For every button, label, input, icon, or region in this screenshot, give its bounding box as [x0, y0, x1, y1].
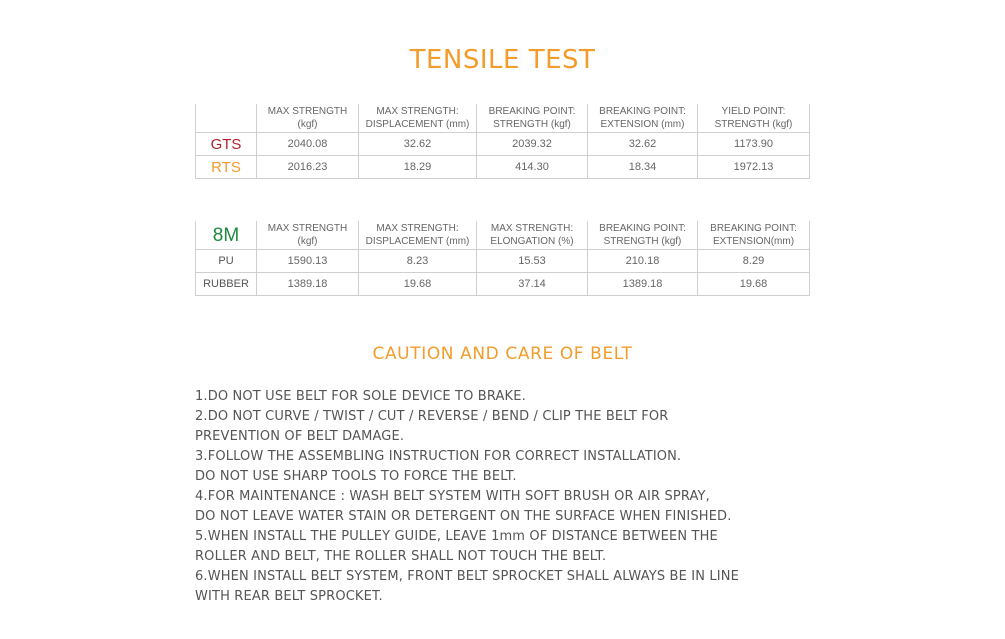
table-cell: 2040.08: [257, 133, 359, 156]
table-label-8m: 8M: [196, 221, 257, 250]
table-cell: 2016.23: [257, 156, 359, 179]
list-item-line: 6.WHEN INSTALL BELT SYSTEM, FRONT BELT SPROCKET SHALL ALWAYS BE IN LINE: [195, 569, 739, 584]
list-item: [195, 387, 895, 407]
row-label-rubber: RUBBER: [196, 273, 257, 296]
list-item: [195, 527, 895, 567]
table-header-row: [196, 221, 810, 250]
column-header: BREAKING POINT: EXTENSION (mm): [588, 104, 698, 133]
column-header: MAX STRENGTH: ELONGATION (%): [477, 221, 588, 250]
table-cell: 1590.13: [257, 250, 359, 273]
table-cell: 210.18: [588, 250, 698, 273]
list-item: [195, 567, 895, 607]
column-header: BREAKING POINT: STRENGTH (kgf): [477, 104, 588, 133]
column-header: MAX STRENGTH (kgf): [257, 221, 359, 250]
column-header: MAX STRENGTH: DISPLACEMENT (mm): [359, 104, 477, 133]
table-cell: 19.68: [698, 273, 810, 296]
table-cell: 32.62: [359, 133, 477, 156]
table-row: [196, 250, 810, 273]
table-cell: 8.23: [359, 250, 477, 273]
table-cell: 37.14: [477, 273, 588, 296]
table-header-row: [196, 104, 810, 133]
list-item-line: PREVENTION OF BELT DAMAGE.: [195, 429, 405, 444]
column-header: MAX STRENGTH: DISPLACEMENT (mm): [359, 221, 477, 250]
table-cell: 15.53: [477, 250, 588, 273]
table-cell: 32.62: [588, 133, 698, 156]
caution-list: [195, 387, 895, 607]
table-cell: 1389.18: [588, 273, 698, 296]
table-cell: 1972.13: [698, 156, 810, 179]
list-item-line: ROLLER AND BELT, THE ROLLER SHALL NOT TOUCH THE BELT.: [195, 549, 607, 564]
column-header: YIELD POINT: STRENGTH (kgf): [698, 104, 810, 133]
table-row: [196, 273, 810, 296]
list-item-line: DO NOT LEAVE WATER STAIN OR DETERGENT ON THE SURFACE WHEN FINISHED.: [195, 509, 732, 524]
column-header: MAX STRENGTH (kgf): [257, 104, 359, 133]
tensile-test-title: TENSILE TEST: [409, 45, 596, 75]
list-item-line: 5.WHEN INSTALL THE PULLEY GUIDE, LEAVE 1mm OF DISTANCE BETWEEN THE: [195, 529, 718, 544]
table-cell: 18.34: [588, 156, 698, 179]
list-item: [195, 407, 895, 447]
tensile-table-gts-rts: [195, 104, 810, 179]
table-cell: 414.30: [477, 156, 588, 179]
table-cell: 18.29: [359, 156, 477, 179]
corner-cell: [196, 104, 257, 133]
list-item: [195, 487, 895, 527]
table-row: [196, 133, 810, 156]
list-item-line: 4.FOR MAINTENANCE : WASH BELT SYSTEM WITH SOFT BRUSH OR AIR SPRAY,: [195, 489, 710, 504]
row-label-pu: PU: [196, 250, 257, 273]
list-item-line: 1.DO NOT USE BELT FOR SOLE DEVICE TO BRAKE.: [195, 389, 526, 404]
list-item-line: DO NOT USE SHARP TOOLS TO FORCE THE BELT.: [195, 469, 517, 484]
table-cell: 1173.90: [698, 133, 810, 156]
row-label-gts: GTS: [196, 133, 257, 156]
column-header: BREAKING POINT: STRENGTH (kgf): [588, 221, 698, 250]
table-cell: 8.29: [698, 250, 810, 273]
list-item-line: 3.FOLLOW THE ASSEMBLING INSTRUCTION FOR CORRECT INSTALLATION.: [195, 449, 682, 464]
tensile-table-8m: [195, 221, 810, 296]
list-item: [195, 447, 895, 487]
list-item-line: 2.DO NOT CURVE / TWIST / CUT / REVERSE / BEND / CLIP THE BELT FOR: [195, 409, 669, 424]
list-item-line: WITH REAR BELT SPROCKET.: [195, 589, 383, 604]
column-header: BREAKING POINT: EXTENSION(mm): [698, 221, 810, 250]
table-cell: 2039.32: [477, 133, 588, 156]
caution-title: CAUTION AND CARE OF BELT: [372, 344, 633, 364]
row-label-rts: RTS: [196, 156, 257, 179]
table-row: [196, 156, 810, 179]
table-cell: 1389.18: [257, 273, 359, 296]
table-cell: 19.68: [359, 273, 477, 296]
